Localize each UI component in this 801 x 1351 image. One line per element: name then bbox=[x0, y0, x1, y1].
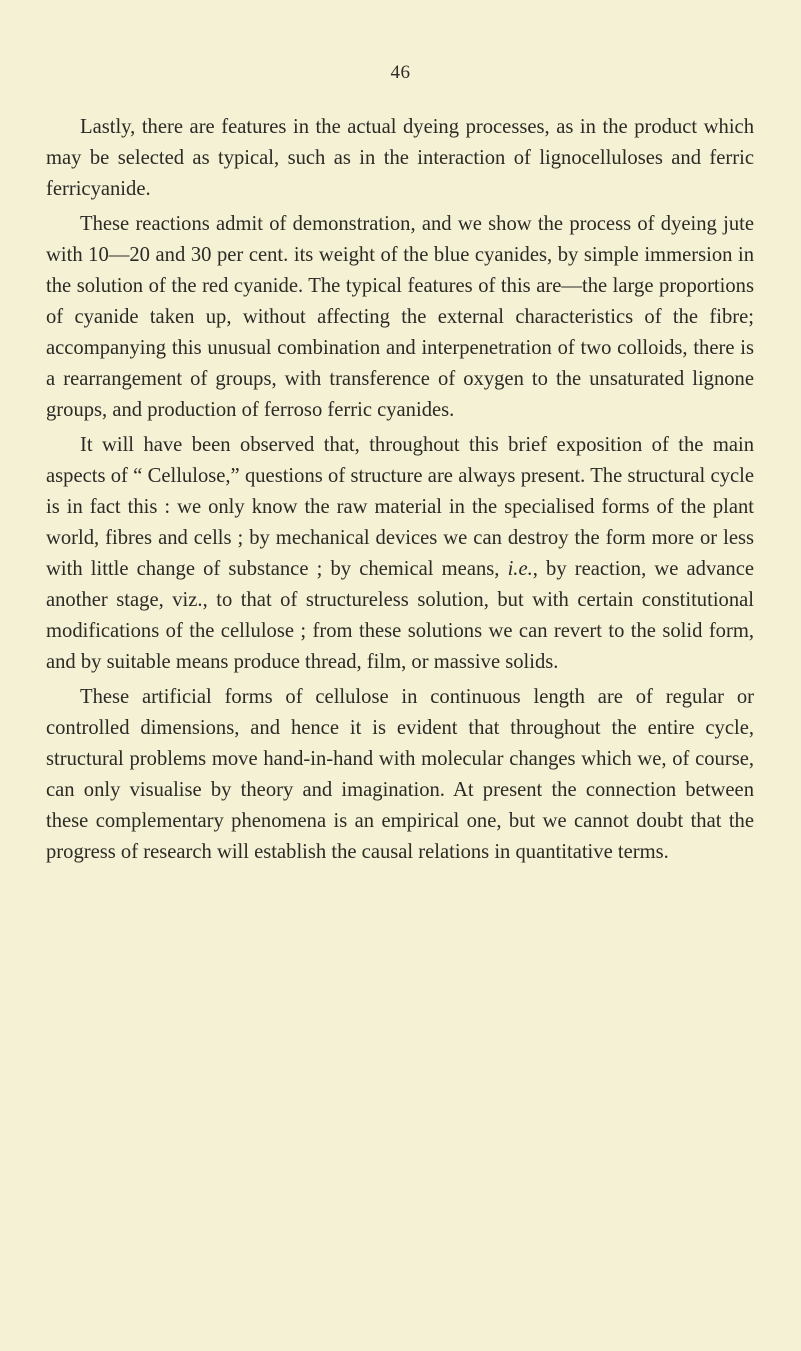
paragraph-artificial-forms: These artificial forms of cellulose in continuous length are of regular or controlled dimensions, and hence it is evident that throughout the entire cycle, structural problems move hand-in-hand with molecular changes which we, of course, can only visualise by theory and imagination. At present the connection between these complementary phenomena is an empirical one, but we cannot doubt that the progress of research will establish the causal relations in quantitative terms. bbox=[46, 686, 754, 863]
page-number: 46 bbox=[390, 62, 411, 83]
structural-cycle-text-start: It will have been observed that, throughout this brief exposition of the main aspects of “ Cellulose,” questions of structure are always present. The structural cycle is in fact this : we only know the raw material in the specialised forms of the plant world, fibres and cells ; by mechanical devices we can destroy the form more or less with little change of substance ; by chemical means, bbox=[46, 434, 754, 580]
body-text bbox=[46, 112, 754, 872]
italic-ie: i.e. bbox=[507, 558, 533, 580]
paragraph-reactions: These reactions admit of demonstration, and we show the process of dyeing jute with 10—20 and 30 per cent. its weight of the blue cyanides, by simple immersion in the solution of the red cyanide. The typical features of this are—the large proportions of cyanide taken up, without affecting the external characteristics of the fibre; accompanying this unusual combination and interpenetration of two colloids, there is a rearrangement of groups, with transference of oxygen to the unsaturated lignone groups, and production of ferroso ferric cyanides. bbox=[46, 213, 754, 421]
paragraph-dyeing-processes: Lastly, there are features in the actual dyeing processes, as in the product which may be selected as typical, such as in the interaction of lignocelluloses and ferric ferricyanide. bbox=[46, 116, 754, 200]
paragraph-structural-cycle bbox=[46, 430, 754, 678]
structural-cycle-text-end: , by reaction, we advance another stage, viz., to that of structureless solution, but with certain constitutional modifications of the cellulose ; from these solutions we can revert to the solid form, and by suitable means produce thread, film, or massive solids. bbox=[46, 558, 754, 673]
